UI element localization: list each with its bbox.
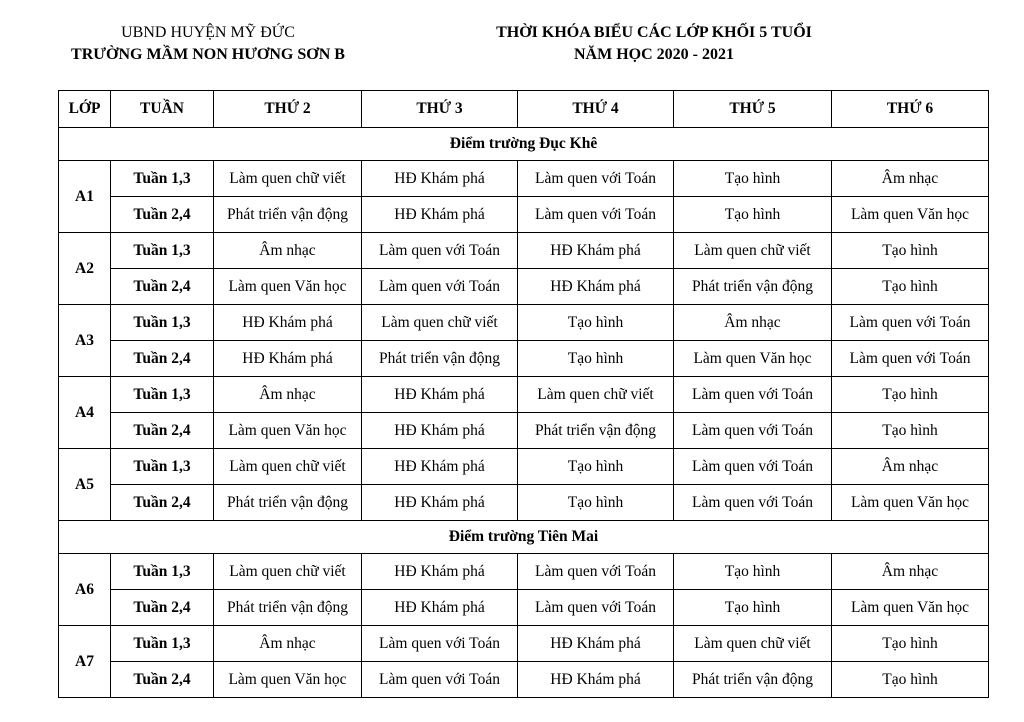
- activity-cell: Tạo hình: [518, 485, 674, 521]
- activity-cell: Làm quen với Toán: [362, 662, 518, 698]
- column-header: THỨ 6: [832, 91, 989, 128]
- activity-cell: Tạo hình: [518, 449, 674, 485]
- activity-cell: Âm nhạc: [832, 161, 989, 197]
- week-cell: Tuần 2,4: [111, 662, 214, 698]
- school-year: NĂM HỌC 2020 - 2021: [574, 46, 734, 63]
- activity-cell: HĐ Khám phá: [214, 305, 362, 341]
- activity-cell: Làm quen Văn học: [214, 269, 362, 305]
- activity-cell: Làm quen Văn học: [832, 590, 989, 626]
- activity-cell: Phát triển vận động: [518, 413, 674, 449]
- activity-cell: Làm quen với Toán: [674, 377, 832, 413]
- school-name: TRƯỜNG MẦM NON HƯƠNG SƠN B: [71, 46, 345, 63]
- table-row: [59, 554, 989, 590]
- class-name: A1: [59, 161, 111, 233]
- activity-cell: Tạo hình: [674, 197, 832, 233]
- activity-cell: Tạo hình: [832, 233, 989, 269]
- activity-cell: Làm quen với Toán: [674, 485, 832, 521]
- week-cell: Tuần 1,3: [111, 305, 214, 341]
- district-name: UBND HUYỆN MỸ ĐỨC: [121, 24, 295, 41]
- activity-cell: Tạo hình: [674, 161, 832, 197]
- week-cell: Tuần 2,4: [111, 197, 214, 233]
- section-title: Điểm trường Đục Khê: [59, 128, 989, 161]
- activity-cell: Tạo hình: [518, 341, 674, 377]
- activity-cell: Phát triển vận động: [362, 341, 518, 377]
- activity-cell: Làm quen chữ viết: [214, 554, 362, 590]
- activity-cell: HĐ Khám phá: [362, 161, 518, 197]
- activity-cell: Làm quen Văn học: [832, 197, 989, 233]
- document-header-right: [458, 22, 850, 66]
- table-row: [59, 269, 989, 305]
- activity-cell: Âm nhạc: [214, 377, 362, 413]
- activity-cell: Làm quen Văn học: [832, 485, 989, 521]
- week-cell: Tuần 2,4: [111, 590, 214, 626]
- activity-cell: Làm quen với Toán: [362, 269, 518, 305]
- class-name: A5: [59, 449, 111, 521]
- activity-cell: Tạo hình: [674, 590, 832, 626]
- activity-cell: Làm quen với Toán: [832, 341, 989, 377]
- activity-cell: Làm quen với Toán: [518, 197, 674, 233]
- class-name: A2: [59, 233, 111, 305]
- activity-cell: Làm quen với Toán: [518, 590, 674, 626]
- week-cell: Tuần 2,4: [111, 341, 214, 377]
- activity-cell: Làm quen với Toán: [518, 554, 674, 590]
- activity-cell: Làm quen với Toán: [518, 161, 674, 197]
- column-header: LỚP: [59, 91, 111, 128]
- week-cell: Tuần 1,3: [111, 377, 214, 413]
- class-name: A4: [59, 377, 111, 449]
- timetable: [58, 90, 989, 698]
- table-row: [59, 662, 989, 698]
- table-row: [59, 590, 989, 626]
- column-header: THỨ 3: [362, 91, 518, 128]
- activity-cell: Tạo hình: [674, 554, 832, 590]
- table-row: [59, 413, 989, 449]
- section-row: [59, 128, 989, 161]
- activity-cell: Làm quen với Toán: [362, 626, 518, 662]
- document-header-left: [52, 22, 364, 66]
- activity-cell: Làm quen chữ viết: [674, 626, 832, 662]
- table-row: [59, 449, 989, 485]
- activity-cell: Làm quen Văn học: [214, 662, 362, 698]
- activity-cell: Làm quen với Toán: [362, 233, 518, 269]
- activity-cell: Làm quen chữ viết: [214, 449, 362, 485]
- activity-cell: Tạo hình: [832, 662, 989, 698]
- activity-cell: Âm nhạc: [674, 305, 832, 341]
- activity-cell: HĐ Khám phá: [362, 449, 518, 485]
- table-row: [59, 485, 989, 521]
- week-cell: Tuần 1,3: [111, 554, 214, 590]
- section-title: Điểm trường Tiên Mai: [59, 521, 989, 554]
- activity-cell: Phát triển vận động: [674, 269, 832, 305]
- class-name: A7: [59, 626, 111, 698]
- activity-cell: Làm quen với Toán: [674, 413, 832, 449]
- week-cell: Tuần 1,3: [111, 161, 214, 197]
- activity-cell: Phát triển vận động: [674, 662, 832, 698]
- activity-cell: Âm nhạc: [214, 233, 362, 269]
- activity-cell: Làm quen chữ viết: [674, 233, 832, 269]
- table-row: [59, 341, 989, 377]
- activity-cell: Tạo hình: [832, 377, 989, 413]
- timetable-body: [59, 128, 989, 698]
- activity-cell: HĐ Khám phá: [362, 485, 518, 521]
- section-row: [59, 521, 989, 554]
- activity-cell: HĐ Khám phá: [362, 197, 518, 233]
- column-header: TUẦN: [111, 91, 214, 128]
- week-cell: Tuần 1,3: [111, 233, 214, 269]
- activity-cell: Làm quen Văn học: [674, 341, 832, 377]
- class-name: A3: [59, 305, 111, 377]
- activity-cell: HĐ Khám phá: [362, 377, 518, 413]
- activity-cell: Âm nhạc: [214, 626, 362, 662]
- activity-cell: HĐ Khám phá: [214, 341, 362, 377]
- activity-cell: Phát triển vận động: [214, 485, 362, 521]
- document-title: THỜI KHÓA BIỂU CÁC LỚP KHỐI 5 TUỔI: [496, 24, 812, 41]
- table-row: [59, 161, 989, 197]
- activity-cell: Âm nhạc: [832, 554, 989, 590]
- activity-cell: Tạo hình: [518, 305, 674, 341]
- table-row: [59, 305, 989, 341]
- activity-cell: Làm quen chữ viết: [214, 161, 362, 197]
- activity-cell: HĐ Khám phá: [362, 413, 518, 449]
- activity-cell: Tạo hình: [832, 269, 989, 305]
- activity-cell: HĐ Khám phá: [518, 626, 674, 662]
- table-row: [59, 197, 989, 233]
- week-cell: Tuần 2,4: [111, 413, 214, 449]
- activity-cell: Tạo hình: [832, 413, 989, 449]
- column-header: THỨ 4: [518, 91, 674, 128]
- activity-cell: HĐ Khám phá: [362, 590, 518, 626]
- class-name: A6: [59, 554, 111, 626]
- activity-cell: Làm quen chữ viết: [518, 377, 674, 413]
- week-cell: Tuần 2,4: [111, 485, 214, 521]
- week-cell: Tuần 2,4: [111, 269, 214, 305]
- activity-cell: Tạo hình: [832, 626, 989, 662]
- activity-cell: Làm quen chữ viết: [362, 305, 518, 341]
- table-row: [59, 233, 989, 269]
- table-row: [59, 377, 989, 413]
- activity-cell: Phát triển vận động: [214, 590, 362, 626]
- activity-cell: HĐ Khám phá: [518, 233, 674, 269]
- table-row: [59, 626, 989, 662]
- activity-cell: Làm quen với Toán: [832, 305, 989, 341]
- week-cell: Tuần 1,3: [111, 449, 214, 485]
- week-cell: Tuần 1,3: [111, 626, 214, 662]
- activity-cell: HĐ Khám phá: [518, 269, 674, 305]
- activity-cell: Phát triển vận động: [214, 197, 362, 233]
- activity-cell: Âm nhạc: [832, 449, 989, 485]
- column-header: THỨ 5: [674, 91, 832, 128]
- activity-cell: HĐ Khám phá: [362, 554, 518, 590]
- activity-cell: Làm quen với Toán: [674, 449, 832, 485]
- activity-cell: Làm quen Văn học: [214, 413, 362, 449]
- activity-cell: HĐ Khám phá: [518, 662, 674, 698]
- column-header: THỨ 2: [214, 91, 362, 128]
- timetable-header-row: [59, 91, 989, 128]
